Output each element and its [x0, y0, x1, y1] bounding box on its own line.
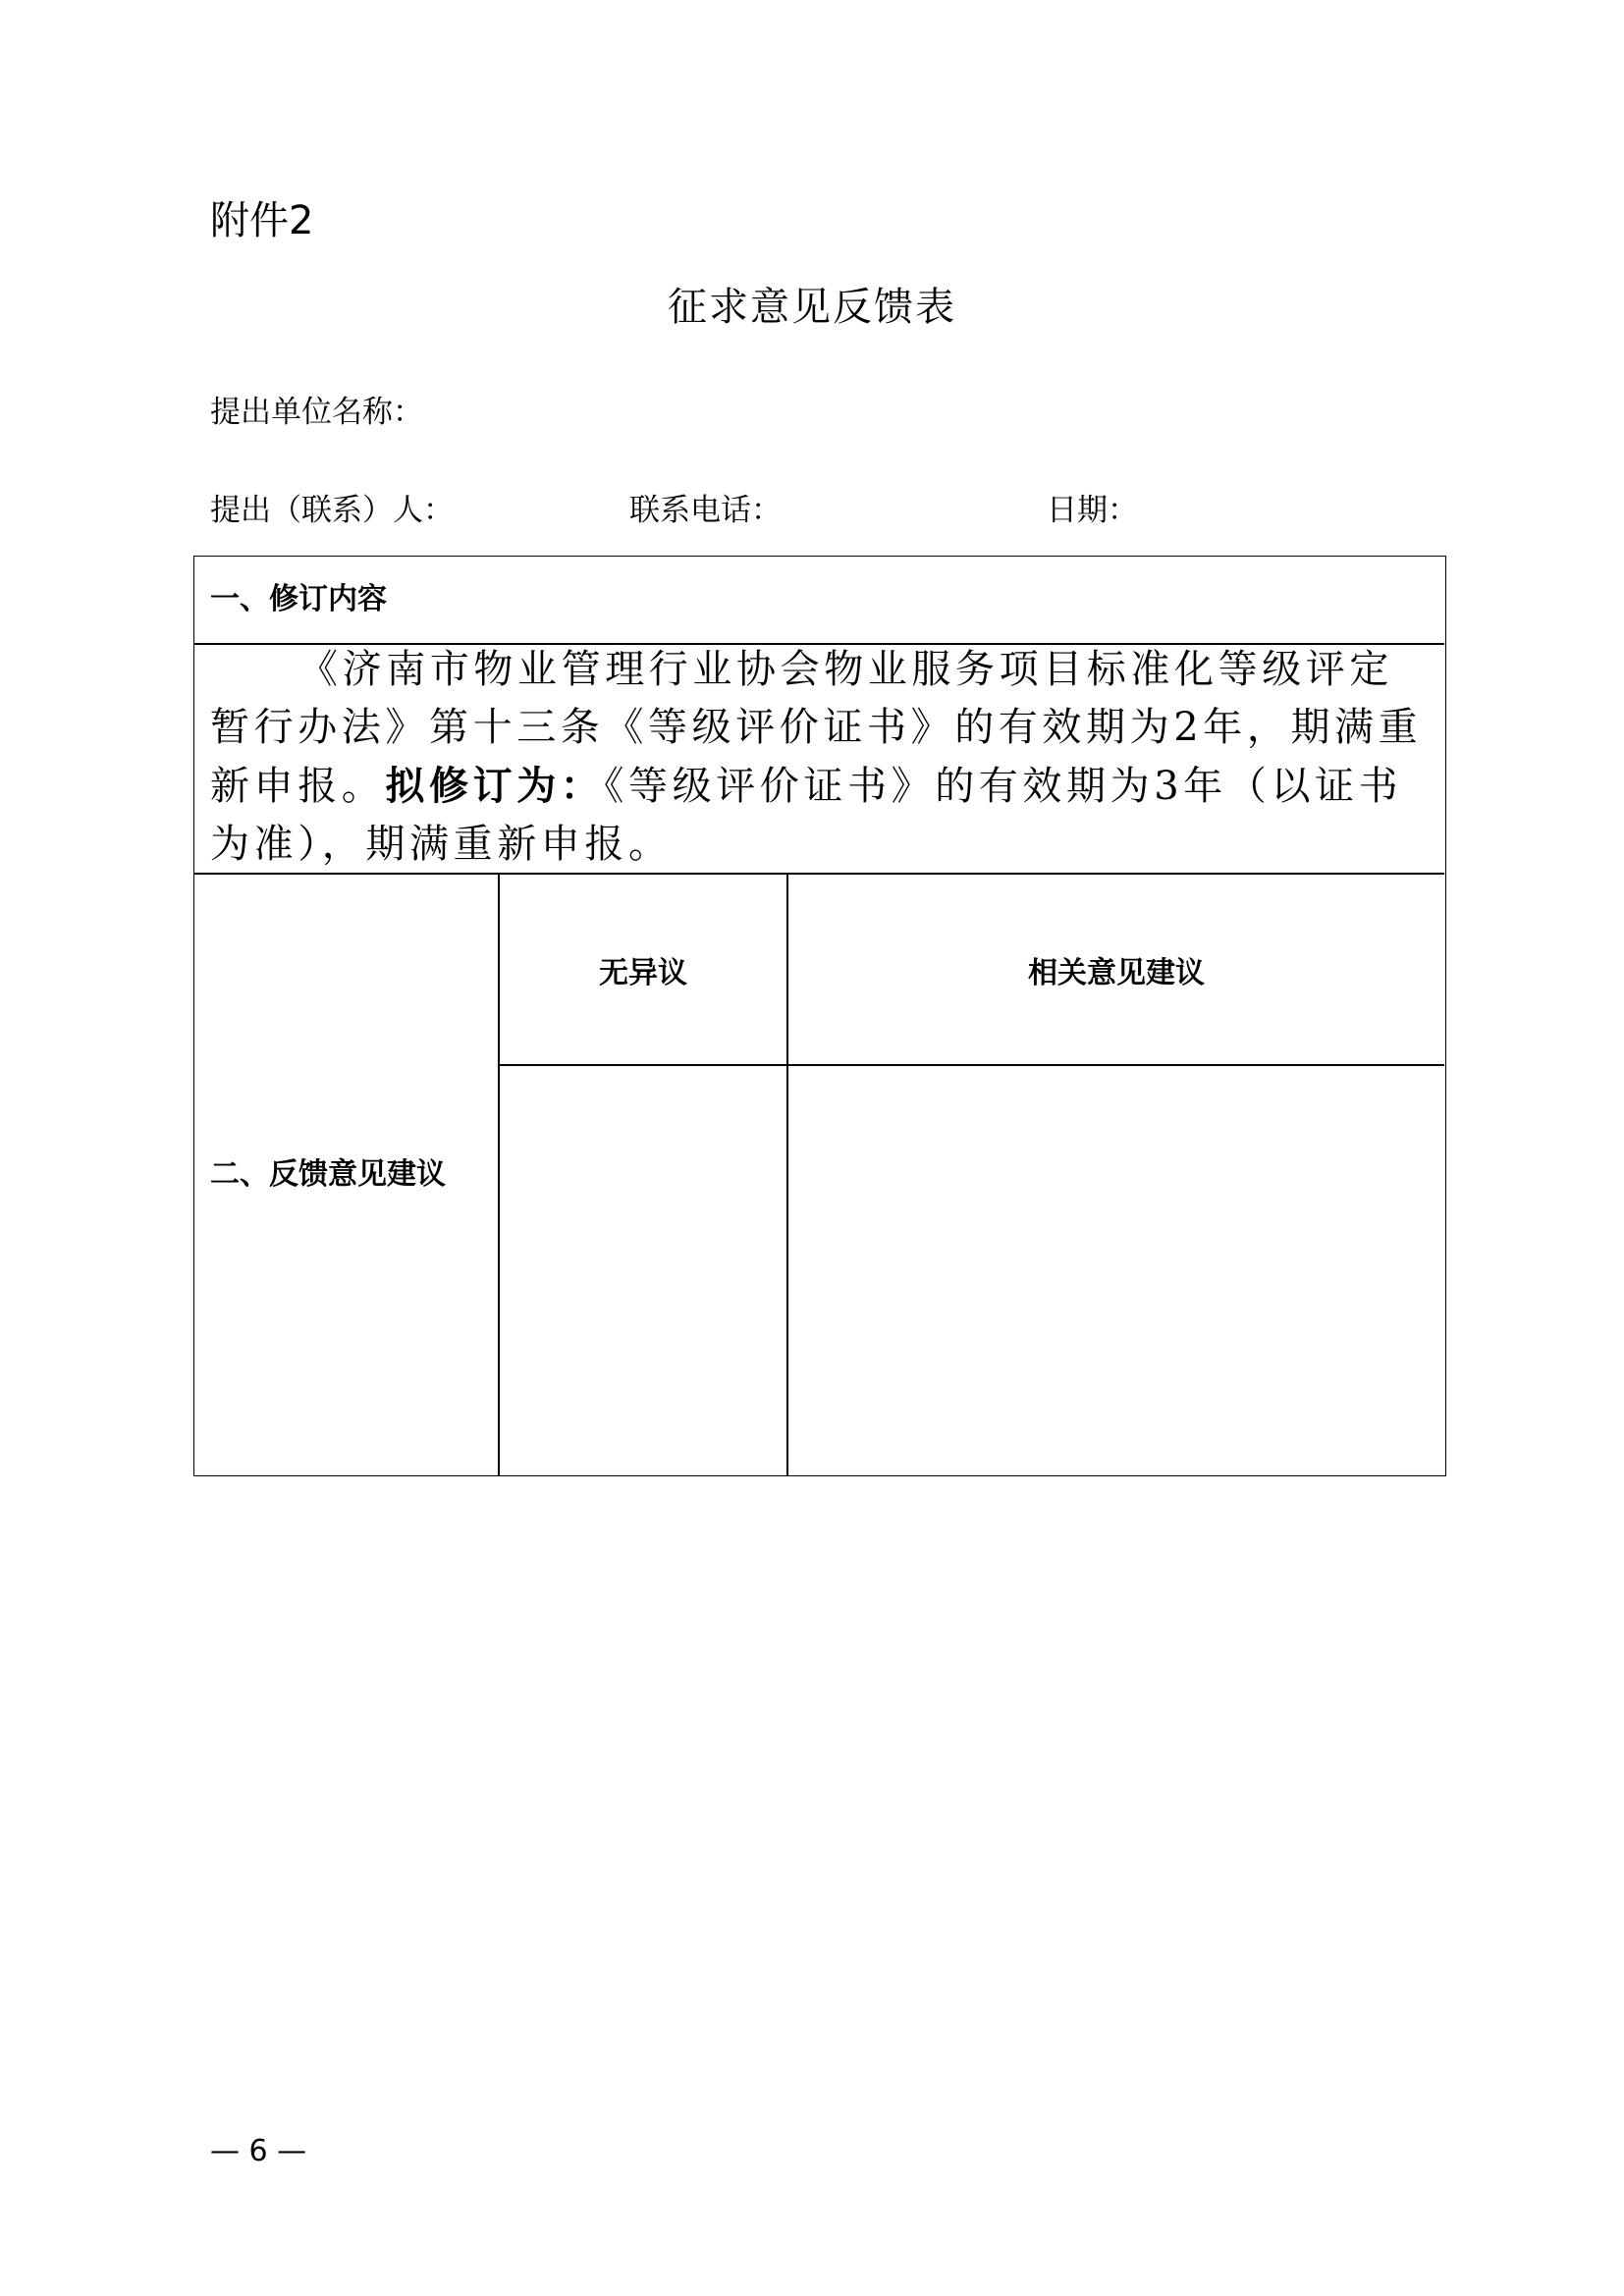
contact-person-label: 提出（联系）人： — [210, 493, 454, 528]
no-objection-entry-cell[interactable] — [500, 1066, 786, 1474]
suggestions-entry-cell[interactable] — [788, 1066, 1444, 1474]
revision-text-original: 《济南市物业管理行业协会物业服务项目标准化等级评定暂行办法》第十三条《等级评价证书》的有效期为2年，期满重新申报。 — [210, 647, 1423, 809]
unit-name-label: 提出单位名称： — [210, 395, 423, 430]
page-number: — 6 — — [210, 2134, 307, 2168]
phone-label: 联系电话： — [629, 493, 782, 528]
revision-text-proposed: 《等级评价证书》的有效期为3年（以证书为准），期满重新申报。 — [210, 764, 1403, 867]
revision-proposed-label: 拟修订为： — [385, 763, 605, 809]
feedback-table — [193, 556, 1446, 1476]
suggestions-header: 相关意见建议 — [1028, 955, 1205, 990]
attachment-label: 附件2 — [210, 198, 314, 243]
form-title: 征求意见反馈表 — [668, 285, 956, 330]
date-label: 日期： — [1047, 493, 1138, 528]
revision-content — [210, 641, 1432, 874]
no-objection-header: 无异议 — [599, 955, 687, 990]
section-feedback-label: 二、反馈意见建议 — [210, 1157, 446, 1192]
section-revision-label: 一、修订内容 — [210, 582, 387, 616]
